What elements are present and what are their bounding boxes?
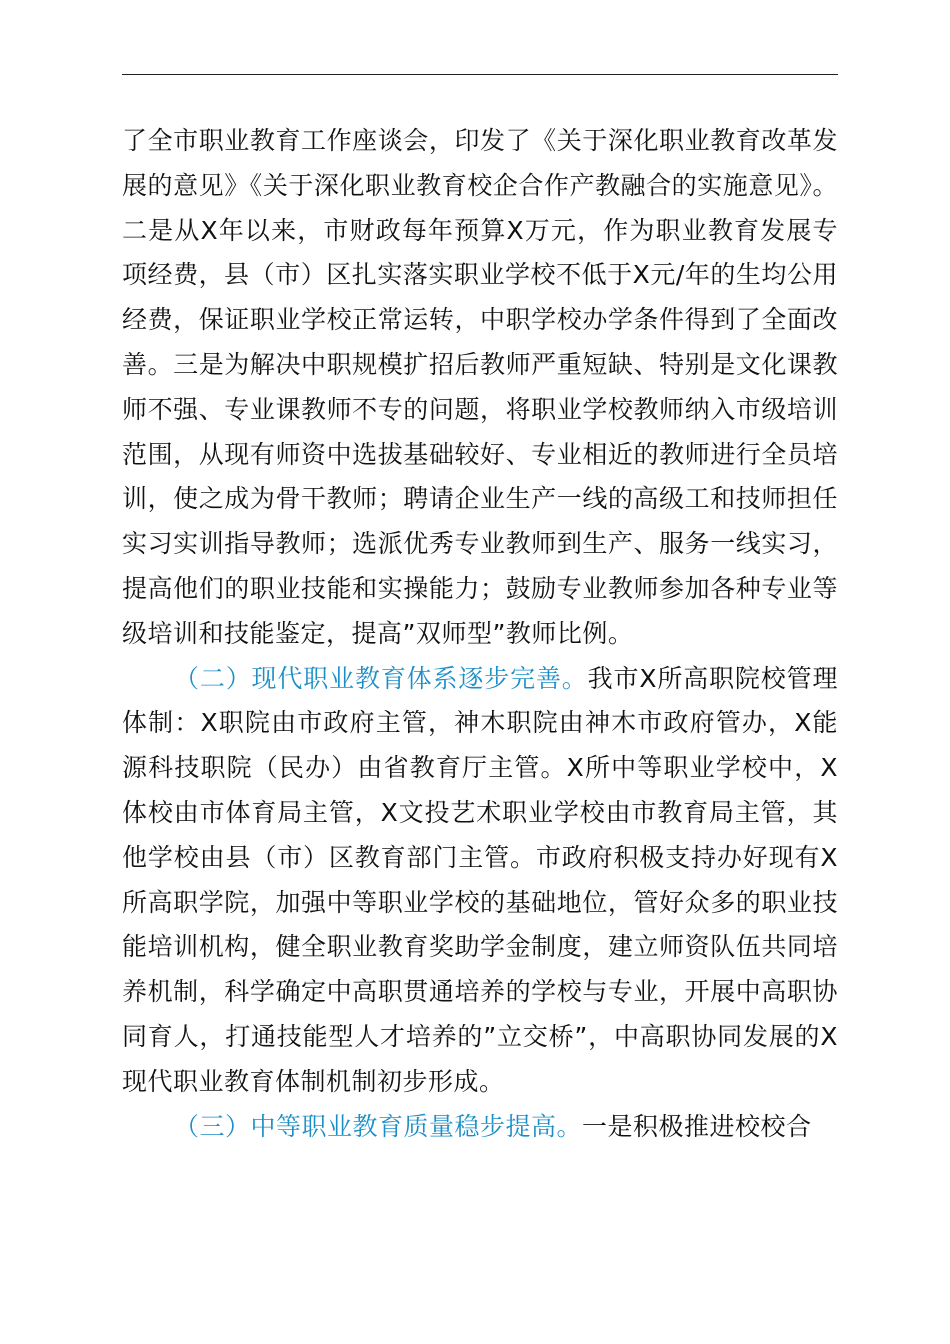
paragraph-3-text: 一是积极推进校校合 xyxy=(582,1111,812,1141)
paragraph-3 xyxy=(122,1105,838,1150)
paragraph-1-text: 了全市职业教育工作座谈会，印发了《关于深化职业教育改革发展的意见》《关于深化职业教育校企合作产教融合的实施意见》。二是从X年以来，市财政每年预算X万元，作为职业教育发展专项经费，县（市）区扎实落实职业学校不低于X元/年的生均公用经费，保证职业学校正常运转，中职学校办学条件得到了全面改善。三是为解决中职规模扩招后教师严重短缺、特别是文化课教师不强、专业课教师不专的问题，将职业学校教师纳入市级培训范围，从现有师资中选拔基础较好、专业相近的教师进行全员培训，使之成为骨干教师；聘请企业生产一线的高级工和技师担任实习实训指导教师；选派优秀专业教师到生产、服务一线实习，提高他们的职业技能和实操能力；鼓励专业教师参加各种专业等级培训和技能鉴定，提高”双师型”教师比例。 xyxy=(122,126,838,648)
paragraph-2 xyxy=(122,657,838,1105)
header-rule xyxy=(122,74,838,75)
document-body xyxy=(122,119,838,1149)
paragraph-2-text: 我市X所高职院校管理体制：X职院由市政府主管，神木职院由神木市政府管办，X能源科技职院（民办）由省教育厅主管。X所中等职业学校中，X体校由市体育局主管，X文投艺术职业学校由市教育局主管，其他学校由县（市）区教育部门主管。市政府积极支持办好现有X所高职学院，加强中等职业学校的基础地位，管好众多的职业技能培训机构，健全职业教育奖助学金制度，建立师资队伍共同培养机制，科学确定中高职贯通培养的学校与专业，开展中高职协同育人，打通技能型人才培养的”立交桥”，中高职协同发展的X现代职业教育体制机制初步形成。 xyxy=(122,663,838,1096)
section-heading-3: （三）中等职业教育质量稳步提高。 xyxy=(174,1111,583,1141)
paragraph-1 xyxy=(122,119,838,657)
section-heading-2: （二）现代职业教育体系逐步完善。 xyxy=(174,663,588,693)
